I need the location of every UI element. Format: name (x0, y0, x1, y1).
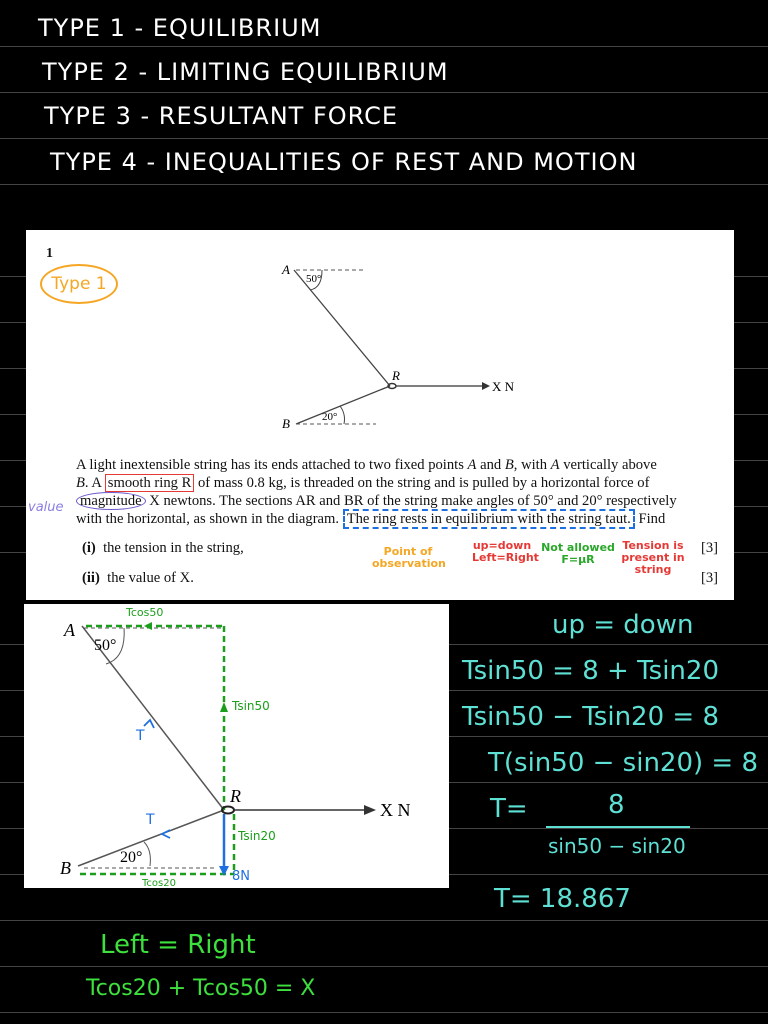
note-value: value (28, 500, 64, 515)
fd-t1: T (136, 728, 145, 744)
fd-weight: 8N (232, 869, 250, 884)
fd-tcos50: Tcos50 (126, 606, 164, 619)
note-tension-present: Tension is present in string (621, 539, 685, 576)
label-a: A (282, 262, 290, 277)
eq-3: Tsin50 − Tsin20 = 8 (462, 702, 719, 732)
fd-t2-arrow (162, 830, 170, 838)
question-line-4: with the horizontal, as shown in the diagram. The ring rests in equilibrium with the string taut. Find (76, 511, 666, 527)
eq-5-den: sin50 − sin20 (548, 834, 686, 858)
part-ii: (ii) the value of X. (82, 570, 194, 586)
question-number: 1 (46, 246, 53, 261)
question-line-2: B. A smooth ring R of mass 0.8 kg, is threaded on the string and is pulled by a horizontal force of (76, 475, 650, 491)
angle-arc-b (340, 406, 345, 424)
smooth-ring-highlight: smooth ring R (105, 474, 195, 492)
fd-label-a: A (64, 620, 75, 640)
question-panel (26, 230, 734, 600)
eq-6: T= 18.867 (494, 884, 631, 914)
note-point-of-observation: Point of observation (372, 545, 446, 570)
type-3-heading: TYPE 3 - RESULTANT FORCE (44, 102, 399, 130)
angle-a: 50° (306, 273, 322, 285)
eq-left-right: Left = Right (100, 930, 256, 960)
note-up-down: up=down Left=Right (472, 539, 539, 564)
question-text (76, 456, 726, 528)
eq-5-num: 8 (608, 790, 625, 820)
note-not-allowed: Not allowed F=μR (541, 541, 615, 566)
fd-tsin50-arrow (220, 702, 228, 712)
type-1-tag-label: Type 1 (51, 274, 107, 294)
eq-8: Tcos20 + Tcos50 = X (86, 976, 316, 1001)
force-diagram (24, 604, 449, 888)
eq-up-down: up = down (552, 610, 694, 640)
type-4-heading: TYPE 4 - INEQUALITIES OF REST AND MOTION (50, 148, 638, 176)
fd-arc-b (144, 842, 150, 866)
fd-angle-a: 50° (94, 637, 117, 654)
type-2-heading: TYPE 2 - LIMITING EQUILIBRIUM (42, 58, 449, 86)
fd-label-r: R (230, 786, 241, 806)
fd-force-label: X N (380, 800, 411, 820)
eq-4: T(sin50 − sin20) = 8 (488, 748, 759, 778)
force-label: X N (492, 379, 515, 394)
fd-angle-b: 20° (120, 849, 143, 866)
force-arrowhead (482, 382, 490, 390)
fd-tcos20: Tcos20 (142, 878, 176, 888)
fd-tcos50-arrow (144, 622, 152, 630)
fd-t2: T (146, 812, 155, 828)
type-1-heading: TYPE 1 - EQUILIBRIUM (38, 14, 322, 42)
eq-5-fraction-bar (546, 826, 690, 828)
part-i: (i) the tension in the string, (82, 540, 244, 556)
question-line-1: A light inextensible string has its ends attached to two fixed points A and B, with A vertically above (76, 457, 657, 473)
fd-tsin50: Tsin50 (232, 699, 270, 713)
angle-b: 20° (322, 411, 338, 423)
magnitude-highlight: magnitude (76, 492, 146, 510)
marks-i: [3] (700, 540, 718, 556)
marks-ii: [3] (700, 570, 718, 586)
equilibrium-highlight: The ring rests in equilibrium with the string taut. (343, 509, 635, 529)
fd-tsin20: Tsin20 (238, 829, 276, 843)
label-b: B (282, 416, 290, 431)
string-ar (294, 270, 390, 386)
string-br (296, 386, 390, 424)
eq-5-lhs: T= (490, 794, 528, 824)
force-diagram-panel (24, 604, 449, 888)
question-line-3: magnitude X newtons. The sections AR and BR of the string make angles of 50° and 20° respectively (76, 492, 726, 510)
label-r: R (392, 368, 400, 383)
eq-2: Tsin50 = 8 + Tsin20 (462, 656, 719, 686)
fd-t1-arrow (144, 720, 154, 728)
fd-force-arrow (364, 805, 376, 815)
question-diagram (26, 230, 734, 440)
fd-label-b: B (60, 858, 71, 878)
